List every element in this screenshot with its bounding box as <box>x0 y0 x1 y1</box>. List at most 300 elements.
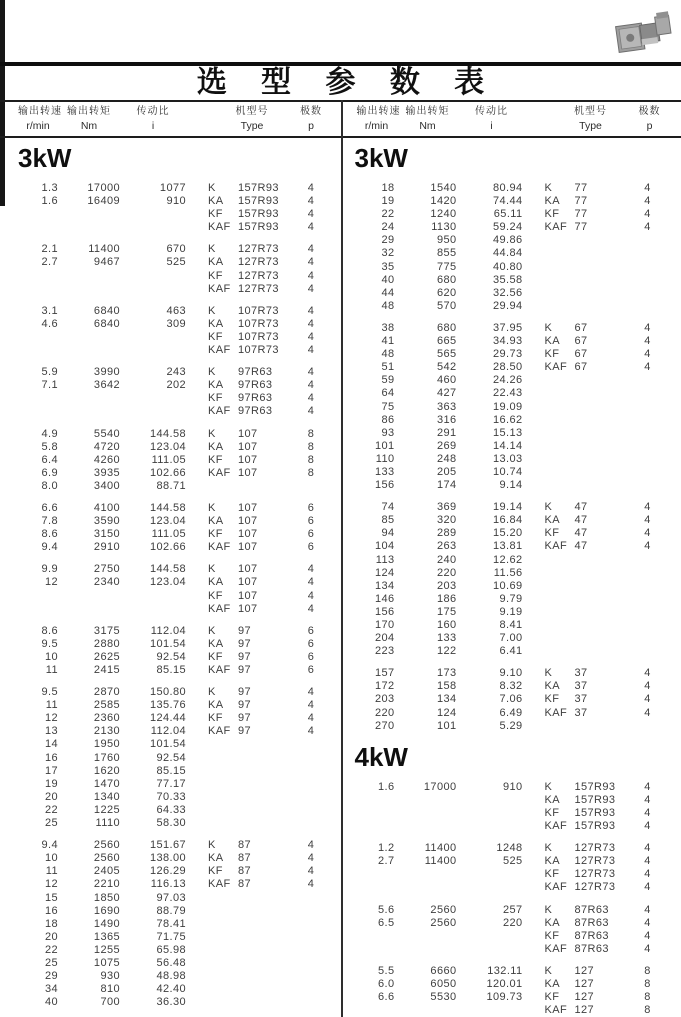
cell-ratio: 124.44 <box>149 712 186 725</box>
cell-poles: 4 <box>644 942 651 955</box>
cell-speed <box>355 1004 395 1017</box>
table-row <box>355 427 681 440</box>
cell-poles: 6 <box>307 528 315 541</box>
cell-torque: 3935 <box>93 466 120 479</box>
cell-ratio: 13.03 <box>492 452 523 465</box>
cell-poles <box>296 778 326 791</box>
cell-poles: 4 <box>307 725 315 738</box>
cell-poles: 4 <box>644 903 651 916</box>
cell-poles: 4 <box>307 589 315 602</box>
type-prefix <box>545 274 575 287</box>
cell-ratio: 101.54 <box>149 637 186 650</box>
type-model: 127R73 <box>574 855 616 868</box>
type-prefix: KAF <box>208 344 231 357</box>
cell-type <box>208 892 296 905</box>
cell-speed: 9.4 <box>41 839 58 852</box>
cell-poles: 4 <box>644 321 651 334</box>
cell-poles <box>296 817 326 830</box>
cell-torque: 320 <box>436 514 457 527</box>
cell-type <box>545 632 633 645</box>
cell-poles <box>633 427 663 440</box>
cell-torque: 3642 <box>93 379 120 392</box>
cell-torque <box>58 603 120 616</box>
cell-ratio: 78.41 <box>156 917 186 930</box>
type-prefix: KAF <box>544 820 568 833</box>
type-model: 107 <box>238 427 258 440</box>
type-model: 77 <box>574 195 588 208</box>
table-row <box>18 379 341 392</box>
table-row <box>355 221 681 234</box>
header-cell <box>397 104 459 133</box>
cell-poles <box>633 479 663 492</box>
type-prefix: K <box>544 321 553 334</box>
cell-torque <box>395 930 457 943</box>
cell-poles: 8 <box>307 453 315 466</box>
table-row <box>355 361 681 374</box>
cell-type <box>545 606 633 619</box>
type-prefix: KA <box>208 576 224 589</box>
cell-speed: 75 <box>381 400 395 413</box>
table-row <box>18 283 341 296</box>
cell-speed: 223 <box>374 645 395 658</box>
cell-speed: 9.5 <box>41 686 58 699</box>
table-row <box>355 182 681 195</box>
table-row <box>355 234 681 247</box>
header-cell <box>18 104 62 133</box>
cell-speed: 11 <box>45 699 58 712</box>
cell-speed: 20 <box>44 790 58 803</box>
cell-type <box>545 440 633 453</box>
cell-poles: 4 <box>307 576 315 589</box>
cell-ratio: 80.94 <box>492 182 523 194</box>
cell-poles <box>633 247 663 260</box>
type-model: 97 <box>238 699 252 712</box>
cell-speed: 6.0 <box>378 977 395 990</box>
cell-torque: 1130 <box>431 221 457 234</box>
type-prefix: KF <box>544 929 560 942</box>
table-row <box>18 454 341 467</box>
cell-speed: 8.0 <box>41 479 58 492</box>
table-row <box>355 930 681 943</box>
cell-ratio: 257 <box>502 903 523 916</box>
table-row <box>18 664 341 677</box>
type-model: 157R93 <box>574 820 616 833</box>
cell-speed: 20 <box>44 930 58 943</box>
type-prefix: K <box>544 667 553 680</box>
cell-type <box>545 820 633 833</box>
cell-type <box>208 480 296 493</box>
cell-torque: 248 <box>436 452 457 465</box>
type-prefix <box>545 401 575 414</box>
table-row <box>355 707 681 720</box>
table-row <box>18 725 341 738</box>
cell-speed: 5.8 <box>41 440 58 453</box>
type-prefix: KA <box>208 379 224 392</box>
cell-type <box>208 852 296 865</box>
type-model: 97 <box>238 725 252 738</box>
cell-ratio <box>457 807 523 820</box>
cell-speed: 3.1 <box>41 304 58 317</box>
cell-type <box>208 405 296 418</box>
cell-poles <box>633 234 663 247</box>
table-row <box>18 195 341 208</box>
cell-torque: 11400 <box>424 842 457 855</box>
type-prefix <box>545 427 575 440</box>
cell-ratio: 309 <box>166 317 186 330</box>
header-label-cn: 输出转速 <box>356 106 401 117</box>
table-row <box>18 752 341 765</box>
cell-speed: 12 <box>44 576 58 589</box>
table-row <box>18 256 341 269</box>
cell-poles: 4 <box>644 182 651 194</box>
type-model: 97 <box>238 650 252 663</box>
cell-ratio: 101.54 <box>149 738 186 751</box>
type-prefix: KA <box>208 699 224 712</box>
cell-ratio: 120.01 <box>486 977 523 990</box>
cell-torque: 101 <box>436 719 457 732</box>
type-model: 87R63 <box>574 903 609 916</box>
cell-type <box>208 603 296 616</box>
table-row <box>18 405 341 418</box>
cell-poles <box>633 387 663 400</box>
section-heading: 4kW <box>354 741 408 772</box>
cell-torque: 369 <box>436 501 457 514</box>
cell-ratio: 65.98 <box>156 943 186 956</box>
cell-type <box>545 720 633 733</box>
cell-ratio: 29.73 <box>492 348 523 361</box>
cell-poles: 4 <box>644 929 651 942</box>
cell-poles <box>296 752 326 765</box>
type-prefix: KAF <box>208 602 231 615</box>
cell-speed <box>355 820 395 833</box>
cell-type <box>545 842 633 855</box>
type-model: 107 <box>238 440 258 453</box>
table-row <box>18 182 341 195</box>
cell-type <box>545 427 633 440</box>
type-prefix <box>545 619 575 632</box>
cell-ratio: 144.58 <box>149 501 186 514</box>
cell-speed: 16 <box>44 904 58 917</box>
cell-speed: 74 <box>381 501 395 514</box>
cell-torque: 174 <box>436 479 457 492</box>
cell-torque: 3150 <box>93 528 120 541</box>
type-prefix <box>545 261 575 274</box>
table-row <box>18 765 341 778</box>
header-cell <box>635 104 665 133</box>
type-model: 127R73 <box>574 881 616 894</box>
cell-speed: 38 <box>381 321 395 334</box>
cell-torque: 3175 <box>93 624 120 637</box>
type-model: 77 <box>574 221 588 234</box>
type-model: 107 <box>238 466 258 479</box>
cell-ratio: 5.29 <box>499 719 523 732</box>
cell-type <box>208 970 296 983</box>
type-prefix: KA <box>208 637 224 650</box>
cell-torque <box>395 1004 457 1017</box>
cell-torque: 620 <box>436 286 457 299</box>
type-prefix: KA <box>544 793 560 806</box>
cell-poles: 8 <box>307 466 315 479</box>
type-model: 127R73 <box>574 868 616 881</box>
table-row <box>18 392 341 405</box>
type-model: 157R93 <box>574 793 616 806</box>
type-prefix: KAF <box>544 540 568 553</box>
cell-torque: 205 <box>436 465 457 478</box>
row-group <box>355 667 681 732</box>
cell-speed: 51 <box>381 361 395 374</box>
cell-ratio: 220 <box>502 916 523 929</box>
cell-speed: 157 <box>374 667 395 680</box>
cell-speed <box>355 930 395 943</box>
cell-poles: 4 <box>644 221 651 234</box>
cell-type <box>545 361 633 374</box>
cell-poles: 4 <box>644 820 651 833</box>
cell-poles: 4 <box>644 780 651 793</box>
cell-poles: 4 <box>644 667 651 680</box>
cell-ratio: 135.76 <box>149 699 186 712</box>
cell-ratio: 8.41 <box>499 619 523 631</box>
type-prefix: K <box>208 686 216 699</box>
cell-poles <box>296 804 326 817</box>
table-row <box>355 632 681 645</box>
table-row <box>18 243 341 256</box>
table-row <box>18 970 341 983</box>
type-model: 47 <box>574 527 588 540</box>
cell-type <box>545 195 633 208</box>
cell-torque: 5540 <box>93 427 120 440</box>
type-model: 37 <box>574 693 588 706</box>
cell-speed: 44 <box>381 286 395 299</box>
cell-torque: 680 <box>436 273 457 286</box>
cell-speed: 134 <box>374 579 395 592</box>
cell-speed: 59 <box>381 374 395 387</box>
cell-type <box>208 804 296 817</box>
cell-poles <box>633 274 663 287</box>
header-label-unit: Nm <box>419 120 436 132</box>
cell-poles <box>296 931 326 944</box>
type-model: 47 <box>574 514 588 527</box>
table-row <box>355 479 681 492</box>
cell-speed <box>18 221 58 234</box>
type-prefix: KAF <box>544 1004 568 1017</box>
cell-speed: 29 <box>44 970 58 983</box>
table-row <box>355 820 681 833</box>
cell-torque: 427 <box>436 387 457 400</box>
cell-ratio: 116.13 <box>150 878 186 891</box>
table-row <box>18 541 341 554</box>
table-row <box>355 904 681 917</box>
cell-type <box>545 300 633 313</box>
cell-speed: 146 <box>374 592 395 605</box>
cell-type <box>545 540 633 553</box>
cell-poles: 4 <box>307 839 315 852</box>
cell-torque: 16409 <box>87 195 120 208</box>
row-group <box>18 182 341 234</box>
table-row <box>18 878 341 891</box>
cell-torque: 6050 <box>430 977 457 990</box>
cell-poles: 4 <box>307 182 315 194</box>
cell-speed: 48 <box>381 299 395 312</box>
header-cell <box>356 104 401 133</box>
type-prefix: KA <box>208 195 224 208</box>
table-row <box>18 865 341 878</box>
type-model: 47 <box>574 501 588 514</box>
cell-torque: 220 <box>436 566 457 579</box>
cell-type <box>545 479 633 492</box>
cell-poles <box>633 261 663 274</box>
table-column-left <box>0 140 341 1017</box>
row-group <box>18 839 341 1009</box>
row-group <box>355 322 681 492</box>
header-label-unit: Type <box>240 120 264 132</box>
type-prefix: K <box>544 964 553 977</box>
table-row <box>18 638 341 651</box>
table-row <box>18 778 341 791</box>
cell-torque <box>58 344 120 357</box>
cell-torque: 133 <box>436 632 457 645</box>
cell-torque: 665 <box>436 335 457 348</box>
cell-type <box>545 208 633 221</box>
type-prefix: KAF <box>208 466 231 479</box>
type-prefix: KAF <box>208 664 231 676</box>
table-row <box>18 852 341 865</box>
cell-speed: 9.4 <box>41 541 58 554</box>
cell-torque: 2415 <box>93 664 120 676</box>
table-row <box>355 440 681 453</box>
cell-torque: 2750 <box>93 563 120 576</box>
type-prefix <box>208 804 238 817</box>
cell-ratio: 112.04 <box>150 725 186 738</box>
row-group <box>355 965 681 1017</box>
cell-ratio: 10.69 <box>492 579 523 592</box>
table-row <box>355 868 681 881</box>
table-row <box>18 221 341 234</box>
type-prefix: KA <box>544 514 560 527</box>
header-label-cn: 输出转矩 <box>67 106 111 117</box>
table-row <box>355 842 681 855</box>
cell-poles: 4 <box>644 514 651 527</box>
cell-poles <box>296 944 326 957</box>
table-row <box>18 791 341 804</box>
cell-torque: 3990 <box>93 366 120 379</box>
cell-type <box>208 305 296 318</box>
type-prefix: KF <box>208 453 223 466</box>
type-model: 107R73 <box>238 344 279 357</box>
cell-poles: 4 <box>644 501 651 514</box>
cell-type <box>208 195 296 208</box>
type-prefix <box>545 414 575 427</box>
cell-torque: 134 <box>436 693 457 706</box>
cell-poles <box>633 453 663 466</box>
type-model: 97R63 <box>238 379 273 392</box>
cell-torque: 2625 <box>93 650 120 663</box>
type-model: 47 <box>574 540 588 553</box>
table-row <box>355 348 681 361</box>
type-model: 107 <box>238 541 258 554</box>
cell-type <box>545 580 633 593</box>
cell-speed: 1.2 <box>378 842 395 855</box>
cell-type <box>545 680 633 693</box>
cell-ratio <box>120 603 186 616</box>
cell-poles: 4 <box>644 335 651 348</box>
cell-type <box>545 965 633 978</box>
cell-ratio <box>120 331 186 344</box>
cell-ratio: 15.20 <box>492 527 523 540</box>
cell-poles: 4 <box>307 602 315 615</box>
cell-poles <box>633 720 663 733</box>
cell-ratio <box>120 221 186 234</box>
type-model: 67 <box>574 361 588 374</box>
cell-torque: 1850 <box>93 891 120 904</box>
table-row <box>355 965 681 978</box>
cell-poles: 8 <box>644 977 651 990</box>
cell-ratio: 102.66 <box>149 466 186 479</box>
table-row <box>355 554 681 567</box>
type-prefix: KAF <box>208 541 231 554</box>
row-group <box>18 686 341 830</box>
type-model: 107 <box>238 602 258 615</box>
cell-speed: 35 <box>381 260 395 273</box>
table-row <box>18 905 341 918</box>
cell-poles <box>633 593 663 606</box>
cell-type <box>208 725 296 738</box>
cell-ratio: 77.17 <box>156 777 186 790</box>
cell-type <box>545 182 633 195</box>
type-prefix <box>545 440 575 453</box>
cell-poles: 4 <box>644 527 651 540</box>
table-row <box>18 686 341 699</box>
cell-ratio: 111.05 <box>151 528 186 541</box>
cell-type <box>545 930 633 943</box>
cell-poles: 4 <box>644 540 651 553</box>
type-prefix <box>208 791 238 804</box>
cell-poles <box>633 606 663 619</box>
cell-torque: 2560 <box>93 852 120 865</box>
type-model: 77 <box>574 182 588 194</box>
cell-torque: 4260 <box>93 453 120 466</box>
row-group <box>18 305 341 357</box>
cell-poles: 4 <box>644 855 651 868</box>
table-row <box>355 720 681 733</box>
cell-ratio: 910 <box>166 195 186 208</box>
type-prefix: KA <box>544 335 560 348</box>
cell-ratio: 56.48 <box>156 956 186 969</box>
cell-type <box>208 344 296 357</box>
cell-type <box>545 917 633 930</box>
header-label-cn: 传动比 <box>136 106 170 117</box>
cell-type <box>545 1004 633 1017</box>
cell-poles <box>633 401 663 414</box>
type-prefix: KAF <box>544 706 568 719</box>
table-row <box>355 466 681 479</box>
cell-ratio: 525 <box>502 855 523 868</box>
cell-ratio: 88.79 <box>156 904 186 917</box>
cell-poles <box>633 440 663 453</box>
cell-poles: 4 <box>307 282 315 295</box>
cell-ratio: 22.43 <box>492 387 523 400</box>
table-row <box>18 502 341 515</box>
type-prefix: KF <box>544 806 560 819</box>
header-label-cn: 极数 <box>638 106 661 117</box>
cell-speed: 203 <box>374 693 395 706</box>
type-prefix: KF <box>544 527 560 540</box>
cell-type <box>208 563 296 576</box>
cell-type <box>545 348 633 361</box>
table-row <box>355 680 681 693</box>
type-model: 107 <box>238 563 258 576</box>
row-group <box>355 501 681 658</box>
cell-torque: 173 <box>436 667 457 680</box>
